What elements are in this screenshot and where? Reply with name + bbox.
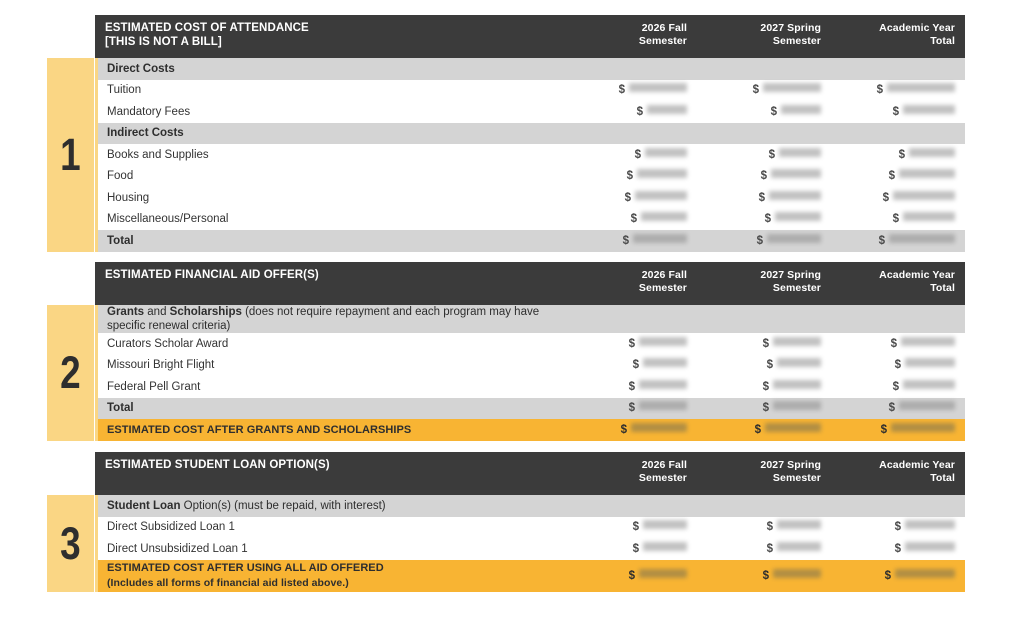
table-body <box>95 495 965 592</box>
amount-value <box>893 106 955 118</box>
redacted-amount <box>889 234 955 243</box>
amount-value <box>767 359 821 371</box>
column-header-3 <box>837 21 955 47</box>
row-label-text: Federal Pell Grant <box>107 380 201 393</box>
amount-cell <box>837 149 955 161</box>
row-label-text: Total <box>107 234 134 247</box>
table-row <box>98 517 965 539</box>
amount-cell <box>703 235 821 247</box>
row-label <box>107 520 569 534</box>
row-label <box>107 169 569 183</box>
column-header-2 <box>703 268 821 294</box>
amount-value <box>763 402 821 414</box>
column-header-line2: Semester <box>638 471 687 484</box>
row-label-text: Housing <box>107 191 150 204</box>
redacted-amount <box>763 83 821 92</box>
row-label-text: Missouri Bright Flight <box>107 359 215 372</box>
column-header-line2: Semester <box>772 34 821 47</box>
column-header-line2: Semester <box>638 281 687 294</box>
table-row <box>98 398 965 420</box>
table-section-2 <box>95 262 965 441</box>
column-header-2 <box>703 21 821 47</box>
amount-value <box>635 149 687 161</box>
amount-value <box>627 170 687 182</box>
redacted-amount <box>895 569 955 578</box>
amount-value <box>619 84 687 96</box>
redacted-amount <box>779 148 821 157</box>
redacted-amount <box>767 234 821 243</box>
amount-value <box>629 381 687 393</box>
redacted-amount <box>903 105 955 114</box>
row-label <box>107 105 569 119</box>
table-row <box>98 333 965 355</box>
table-row <box>98 419 965 441</box>
redacted-amount <box>777 520 821 529</box>
amount-value <box>891 338 955 350</box>
amount-cell <box>703 106 821 118</box>
dollar-sign: $ <box>766 359 773 372</box>
redacted-amount <box>769 191 821 200</box>
column-header-3 <box>837 268 955 294</box>
amount-value <box>753 84 821 96</box>
row-label-text: Books and Supplies <box>107 148 209 161</box>
table-row <box>98 305 965 333</box>
amount-value <box>883 192 955 204</box>
amount-value <box>633 359 687 371</box>
column-header-line1: 2027 Spring <box>760 459 821 471</box>
table-row <box>98 101 965 123</box>
redacted-amount <box>901 337 955 346</box>
column-header-line2: Total <box>930 281 955 294</box>
table-row <box>98 209 965 231</box>
dollar-sign: $ <box>894 542 901 555</box>
redacted-amount <box>773 569 821 578</box>
step-number-marker-2 <box>47 305 94 441</box>
column-header-line1: Academic Year <box>879 269 955 281</box>
column-header-line1: 2027 Spring <box>760 269 821 281</box>
amount-value <box>771 106 821 118</box>
redacted-amount <box>903 212 955 221</box>
amount-value <box>757 235 821 247</box>
amount-cell <box>569 213 687 225</box>
column-header-line1: 2027 Spring <box>760 22 821 34</box>
table-title-line2: [THIS IS NOT A BILL] <box>105 35 222 48</box>
row-label <box>107 212 569 226</box>
dollar-sign: $ <box>888 170 895 183</box>
redacted-amount <box>899 401 955 410</box>
dollar-sign: $ <box>762 380 769 393</box>
redacted-amount <box>905 358 955 367</box>
column-header-line2: Semester <box>772 471 821 484</box>
amount-value <box>767 521 821 533</box>
dollar-sign: $ <box>630 213 637 226</box>
amount-value <box>763 338 821 350</box>
amount-cell <box>569 381 687 393</box>
row-label-text: ESTIMATED COST AFTER GRANTS AND SCHOLARSHIPS <box>107 423 412 436</box>
amount-cell <box>837 106 955 118</box>
section-2 <box>0 262 1024 441</box>
table-section-3 <box>95 452 965 592</box>
dollar-sign: $ <box>882 191 889 204</box>
amount-cell <box>703 424 821 436</box>
dollar-sign: $ <box>762 569 769 582</box>
amount-cell <box>837 424 955 436</box>
table-row <box>98 376 965 398</box>
redacted-amount <box>777 358 821 367</box>
redacted-amount <box>905 520 955 529</box>
amount-cell <box>837 521 955 533</box>
redacted-amount <box>639 380 687 389</box>
table-row <box>98 123 965 145</box>
dollar-sign: $ <box>618 84 625 97</box>
table-row <box>98 560 965 592</box>
step-number-marker-1 <box>47 58 94 252</box>
dollar-sign: $ <box>762 337 769 350</box>
dollar-sign: $ <box>758 191 765 204</box>
row-label-part: and <box>144 306 170 318</box>
table-row <box>98 538 965 560</box>
amount-value <box>755 424 821 436</box>
redacted-amount <box>643 542 687 551</box>
table-body <box>95 58 965 252</box>
amount-cell <box>569 235 687 247</box>
redacted-amount <box>777 542 821 551</box>
dollar-sign: $ <box>892 380 899 393</box>
dollar-sign: $ <box>626 170 633 183</box>
dollar-sign: $ <box>766 542 773 555</box>
row-label-text: Food <box>107 170 134 183</box>
redacted-amount <box>645 148 687 157</box>
redacted-amount <box>639 401 687 410</box>
row-label-part: Student Loan <box>107 499 181 512</box>
table-row <box>98 355 965 377</box>
row-label <box>107 423 569 437</box>
dollar-sign: $ <box>884 569 891 582</box>
amount-value <box>769 149 821 161</box>
amount-cell <box>569 192 687 204</box>
column-header-line1: Academic Year <box>879 459 955 471</box>
redacted-amount <box>909 148 955 157</box>
table-row <box>98 495 965 517</box>
table-row <box>98 230 965 252</box>
table-row <box>98 58 965 80</box>
table-title: ESTIMATED FINANCIAL AID OFFER(S) <box>105 269 319 281</box>
amount-cell <box>837 543 955 555</box>
amount-cell <box>837 402 955 414</box>
column-header-1 <box>569 268 687 294</box>
row-label-text: Curators Scholar Award <box>107 337 229 350</box>
amount-value <box>895 543 955 555</box>
row-label-text: Mandatory Fees <box>107 105 191 118</box>
redacted-amount <box>891 423 955 432</box>
amount-value <box>899 149 955 161</box>
redacted-amount <box>647 105 687 114</box>
dollar-sign: $ <box>628 402 635 415</box>
row-label-part: Grants <box>107 306 145 318</box>
row-label-part: (does not require repayment and each program may have specific renewal criteria) <box>107 306 540 332</box>
amount-cell <box>569 424 687 436</box>
amount-value <box>893 213 955 225</box>
row-label <box>107 561 569 590</box>
redacted-amount <box>643 520 687 529</box>
amount-value <box>761 170 821 182</box>
redacted-amount <box>637 169 687 178</box>
dollar-sign: $ <box>754 423 761 436</box>
row-label-part: Scholarships <box>169 306 242 318</box>
redacted-amount <box>641 212 687 221</box>
redacted-amount <box>631 423 687 432</box>
amount-cell <box>569 521 687 533</box>
dollar-sign: $ <box>888 402 895 415</box>
table-row <box>98 80 965 102</box>
step-number-marker-3 <box>47 495 94 592</box>
dollar-sign: $ <box>632 359 639 372</box>
redacted-amount <box>629 83 687 92</box>
column-header-line2: Semester <box>638 34 687 47</box>
dollar-sign: $ <box>624 191 631 204</box>
dollar-sign: $ <box>876 84 883 97</box>
column-header-1 <box>569 21 687 47</box>
amount-value <box>895 521 955 533</box>
redacted-amount <box>775 212 821 221</box>
column-header-line2: Total <box>930 471 955 484</box>
amount-cell <box>703 381 821 393</box>
amount-cell <box>703 402 821 414</box>
redacted-amount <box>773 337 821 346</box>
dollar-sign: $ <box>636 105 643 118</box>
row-sublabel: (Includes all forms of financial aid listed above.) <box>107 577 349 589</box>
row-label-text: Tuition <box>107 84 142 97</box>
amount-value <box>881 424 955 436</box>
dollar-sign: $ <box>892 105 899 118</box>
amount-cell <box>837 359 955 371</box>
amount-cell <box>703 570 821 582</box>
section-3 <box>0 452 1024 592</box>
amount-value <box>895 359 955 371</box>
redacted-amount <box>635 191 687 200</box>
amount-value <box>879 235 955 247</box>
row-label-text: Miscellaneous/Personal <box>107 213 229 226</box>
row-label <box>107 126 569 140</box>
amount-value <box>623 235 687 247</box>
dollar-sign: $ <box>620 423 627 436</box>
redacted-amount <box>639 337 687 346</box>
row-label <box>107 234 569 248</box>
table-title: ESTIMATED STUDENT LOAN OPTION(S) <box>105 459 330 471</box>
amount-cell <box>569 543 687 555</box>
dollar-sign: $ <box>898 148 905 161</box>
dollar-sign: $ <box>894 521 901 534</box>
dollar-sign: $ <box>628 380 635 393</box>
row-label <box>107 305 569 333</box>
step-number: 2 <box>60 347 81 399</box>
table-title: ESTIMATED COST OF ATTENDANCE [THIS IS NOT A BILL] <box>105 22 309 48</box>
redacted-amount <box>633 234 687 243</box>
amount-value <box>763 381 821 393</box>
dollar-sign: $ <box>756 234 763 247</box>
column-header-line1: Academic Year <box>879 22 955 34</box>
amount-value <box>629 338 687 350</box>
amount-value <box>765 213 821 225</box>
table-body <box>95 305 965 441</box>
dollar-sign: $ <box>628 337 635 350</box>
amount-value <box>621 424 687 436</box>
table-header <box>95 262 965 305</box>
column-header-line2: Semester <box>772 281 821 294</box>
amount-value <box>759 192 821 204</box>
amount-cell <box>569 402 687 414</box>
dollar-sign: $ <box>762 402 769 415</box>
row-label-text: Total <box>107 402 134 415</box>
amount-cell <box>837 235 955 247</box>
row-label <box>107 148 569 162</box>
amount-value <box>629 570 687 582</box>
amount-cell <box>837 192 955 204</box>
amount-cell <box>703 543 821 555</box>
redacted-amount <box>905 542 955 551</box>
column-header-line2: Total <box>930 34 955 47</box>
amount-value <box>877 84 955 96</box>
redacted-amount <box>773 380 821 389</box>
dollar-sign: $ <box>878 234 885 247</box>
redacted-amount <box>773 401 821 410</box>
amount-cell <box>569 170 687 182</box>
column-header-line1: 2026 Fall <box>641 22 687 34</box>
column-header-1 <box>569 458 687 484</box>
row-label <box>107 380 569 394</box>
amount-value <box>885 570 955 582</box>
step-number: 1 <box>60 129 81 181</box>
redacted-amount <box>781 105 821 114</box>
redacted-amount <box>887 83 955 92</box>
amount-value <box>889 402 955 414</box>
row-label-text: Direct Subsidized Loan 1 <box>107 521 235 534</box>
amount-cell <box>703 192 821 204</box>
dollar-sign: $ <box>768 148 775 161</box>
amount-cell <box>569 570 687 582</box>
row-label-part: Option(s) (must be repaid, with interest) <box>180 499 386 512</box>
amount-cell <box>837 84 955 96</box>
table-section-1 <box>95 15 965 252</box>
amount-cell <box>703 521 821 533</box>
amount-cell <box>569 149 687 161</box>
step-number: 3 <box>60 517 81 569</box>
row-label <box>107 358 569 372</box>
row-label <box>107 401 569 415</box>
redacted-amount <box>771 169 821 178</box>
dollar-sign: $ <box>752 84 759 97</box>
dollar-sign: $ <box>766 521 773 534</box>
amount-cell <box>703 149 821 161</box>
amount-cell <box>703 359 821 371</box>
amount-value <box>767 543 821 555</box>
amount-cell <box>703 170 821 182</box>
amount-value <box>625 192 687 204</box>
dollar-sign: $ <box>628 569 635 582</box>
amount-value <box>893 381 955 393</box>
table-row <box>98 166 965 188</box>
amount-cell <box>837 213 955 225</box>
dollar-sign: $ <box>622 234 629 247</box>
dollar-sign: $ <box>632 521 639 534</box>
row-label <box>107 499 569 513</box>
amount-cell <box>837 170 955 182</box>
amount-cell <box>703 84 821 96</box>
redacted-amount <box>643 358 687 367</box>
section-1 <box>0 15 1024 252</box>
column-header-3 <box>837 458 955 484</box>
redacted-amount <box>765 423 821 432</box>
column-header-2 <box>703 458 821 484</box>
amount-cell <box>569 106 687 118</box>
amount-cell <box>703 213 821 225</box>
table-row <box>98 187 965 209</box>
amount-value <box>889 170 955 182</box>
redacted-amount <box>903 380 955 389</box>
dollar-sign: $ <box>632 542 639 555</box>
amount-cell <box>569 359 687 371</box>
dollar-sign: $ <box>634 148 641 161</box>
dollar-sign: $ <box>770 105 777 118</box>
dollar-sign: $ <box>764 213 771 226</box>
row-label <box>107 83 569 97</box>
table-row <box>98 144 965 166</box>
redacted-amount <box>893 191 955 200</box>
column-header-line1: 2026 Fall <box>641 459 687 471</box>
dollar-sign: $ <box>760 170 767 183</box>
row-label-text: Direct Unsubsidized Loan 1 <box>107 542 248 555</box>
amount-cell <box>703 338 821 350</box>
amount-cell <box>569 84 687 96</box>
amount-value <box>633 543 687 555</box>
row-label <box>107 337 569 351</box>
amount-cell <box>569 338 687 350</box>
amount-cell <box>837 570 955 582</box>
amount-value <box>629 402 687 414</box>
dollar-sign: $ <box>892 213 899 226</box>
table-header <box>95 15 965 58</box>
row-label <box>107 542 569 556</box>
amount-value <box>763 570 821 582</box>
amount-value <box>633 521 687 533</box>
amount-value <box>631 213 687 225</box>
amount-cell <box>837 338 955 350</box>
row-label <box>107 62 569 76</box>
dollar-sign: $ <box>880 423 887 436</box>
dollar-sign: $ <box>894 359 901 372</box>
column-header-line1: 2026 Fall <box>641 269 687 281</box>
row-label-text: Direct Costs <box>107 62 175 75</box>
dollar-sign: $ <box>890 337 897 350</box>
amount-value <box>637 106 687 118</box>
redacted-amount <box>639 569 687 578</box>
table-header <box>95 452 965 495</box>
amount-cell <box>837 381 955 393</box>
row-label <box>107 191 569 205</box>
row-label-text: Indirect Costs <box>107 127 184 140</box>
redacted-amount <box>899 169 955 178</box>
row-label-text: ESTIMATED COST AFTER USING ALL AID OFFERED <box>107 562 384 574</box>
